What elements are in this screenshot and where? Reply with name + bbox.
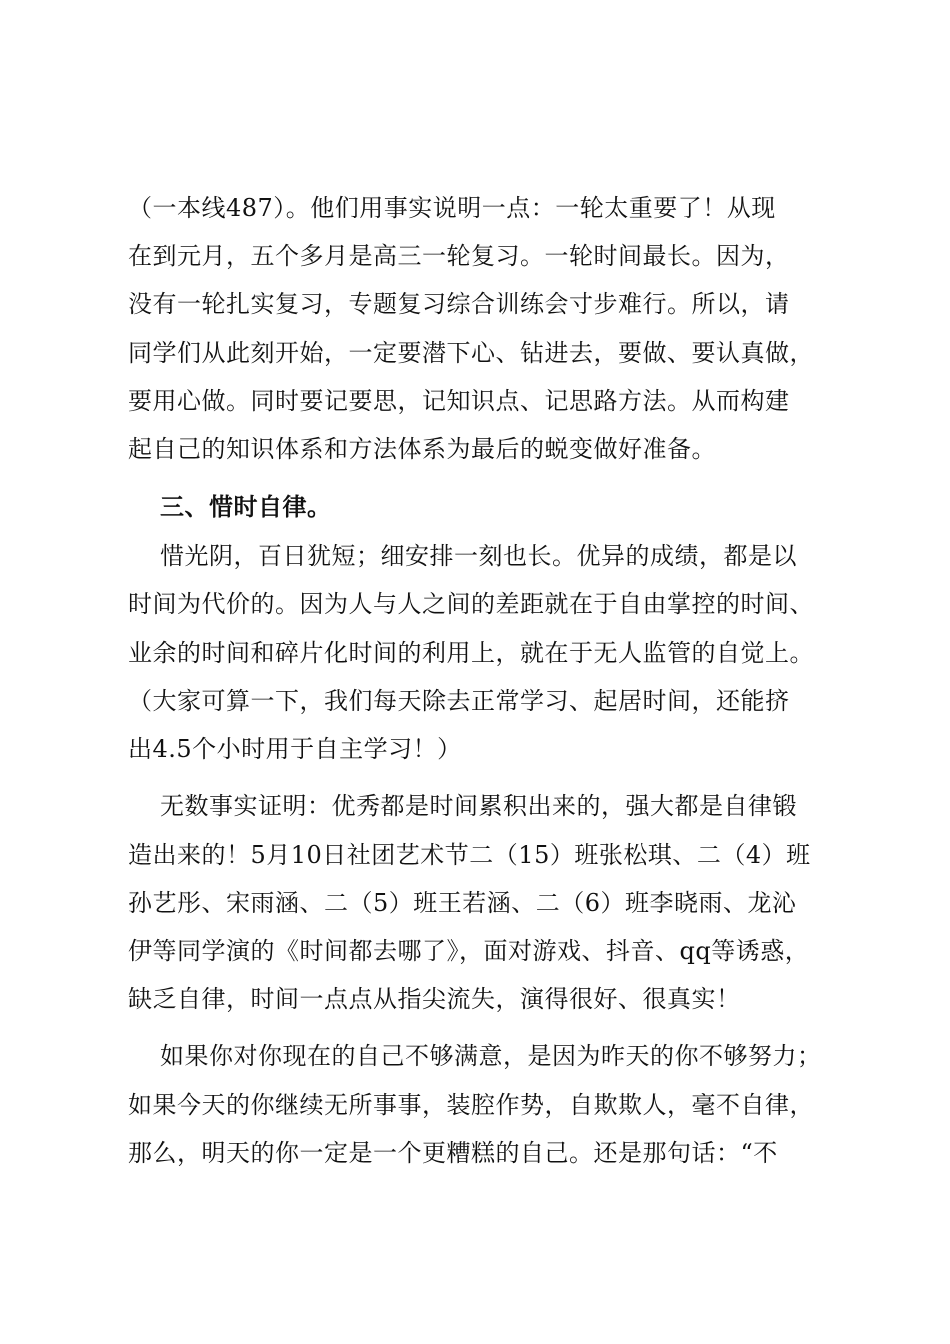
paragraph-2-line-1: 惜光阴，百日犹短；细安排一刻也长。优异的成绩，都是以 [160,542,797,570]
paragraph-1-line-5: 要用心做。同时要记要思，记知识点、记思路方法。从而构建 [128,387,790,415]
paragraph-1-line-3: 没有一轮扎实复习，专题复习综合训练会寸步难行。所以，请 [128,290,790,318]
paragraph-2-line-2: 时间为代价的。因为人与人之间的差距就在于自由掌控的时间、 [128,590,814,618]
paragraph-1-line-2: 在到元月，五个多月是高三一轮复习。一轮时间最长。因为， [128,242,790,270]
paragraph-4-line-1: 如果你对你现在的自己不够满意，是因为昨天的你不够努力； [160,1042,822,1070]
paragraph-3-line-2: 造出来的！5月10日社团艺术节二（15）班张松琪、二（4）班 [128,841,811,869]
paragraph-1-line-6: 起自己的知识体系和方法体系为最后的蜕变做好准备。 [128,435,716,463]
paragraph-2-line-4: （大家可算一下，我们每天除去正常学习、起居时间，还能挤 [128,687,790,715]
paragraph-4-line-3: 那么，明天的你一定是一个更糟糕的自己。还是那句话：“不 [128,1139,778,1167]
paragraph-1-line-1: （一本线487）。他们用事实说明一点：一轮太重要了！从现 [128,194,776,222]
paragraph-2-line-5: 出4.5个小时用于自主学习！） [128,735,462,763]
paragraph-3-line-5: 缺乏自律，时间一点点从指尖流失，演得很好、很真实！ [128,985,741,1013]
paragraph-3-line-4: 伊等同学演的《时间都去哪了》，面对游戏、抖音、qq等诱惑， [128,937,810,965]
paragraph-2-line-3: 业余的时间和碎片化时间的利用上，就在于无人监管的自觉上。 [128,639,814,667]
paragraph-3-line-1: 无数事实证明：优秀都是时间累积出来的，强大都是自律锻 [160,792,797,820]
paragraph-1-line-4: 同学们从此刻开始，一定要潜下心、钻进去，要做、要认真做， [128,339,814,367]
paragraph-4-line-2: 如果今天的你继续无所事事，装腔作势，自欺欺人，毫不自律， [128,1091,814,1119]
paragraph-3-line-3: 孙艺彤、宋雨涵、二（5）班王若涵、二（6）班李晓雨、龙沁 [128,889,797,917]
section-heading: 三、惜时自律。 [160,493,332,521]
